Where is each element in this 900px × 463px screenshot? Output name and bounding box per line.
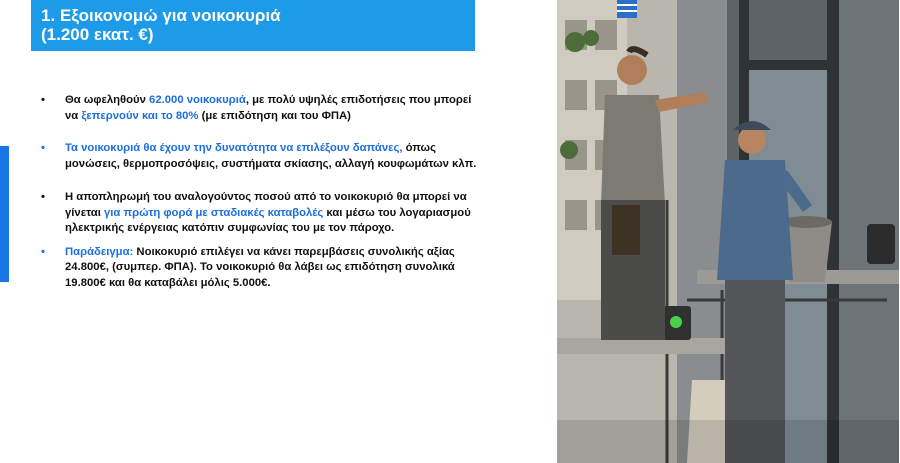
highlight-installments: για πρώτη φορά με σταδιακές καταβολές [104,206,324,219]
slide-title-line-1: 1. Εξοικονομώ για νοικοκυριά [41,6,281,25]
slide-title-line-2: (1.200 εκατ. €) [41,25,154,44]
bullet-text: και μέσω του λογαριασμού ηλεκτρικής ενέργειας κατόπιν συμφωνίας του με τον πάροχο. [65,206,471,234]
bullet-text: (με επιδότηση και του ΦΠΑ) [198,109,351,122]
highlight-households: 62.000 νοικοκυριά [149,94,246,106]
bullet-list [40,93,480,291]
bullet-text: Θα ωφεληθούν [65,94,150,106]
bullet-marker: • [41,142,45,154]
bullet-item-repayment [40,190,480,237]
bullet-marker: • [41,94,45,106]
bullet-item-choices [40,141,480,172]
bullet-item-beneficiaries [40,93,480,124]
bullet-text: όπως μονώσεις, θερμοπροσόψεις, συστήματα σκίασης, αλλαγή κουφωμάτων κλπ. [65,142,477,170]
photo-illustration [557,0,899,463]
flag-icon [617,0,637,18]
bullet-marker: • [41,191,45,203]
bullet-item-example [40,245,480,292]
bullet-text: Η αποπληρωμή του αναλογούντος ποσού από το νοικοκυριό θα μπορεί να γίνεται [65,191,467,219]
bullet-text: , με πολύ υψηλές επιδοτήσεις που μπορεί να [65,94,472,122]
slide-title [31,0,475,51]
highlight-percent: ξεπερνούν και το 80% [81,109,199,122]
highlight-choice: Τα νοικοκυριά θα έχουν την δυνατότητα να επιλέξουν δαπάνες, [65,142,403,154]
bullet-text: Νοικοκυριό επιλέγει να κάνει παρεμβάσεις συνολικής αξίας 24.800€, (συμπερ. ΦΠΑ). Το νοικοκυριό θα λάβει ως επιδότηση συνολικά 19.800€ και θα καταβάλει μόλις 5.000€. [65,245,455,289]
bullet-marker: • [41,245,45,258]
workers-installing-window-photo [557,0,899,463]
left-accent-bar [0,146,9,282]
highlight-example-label: Παράδειγμα: [65,245,134,258]
